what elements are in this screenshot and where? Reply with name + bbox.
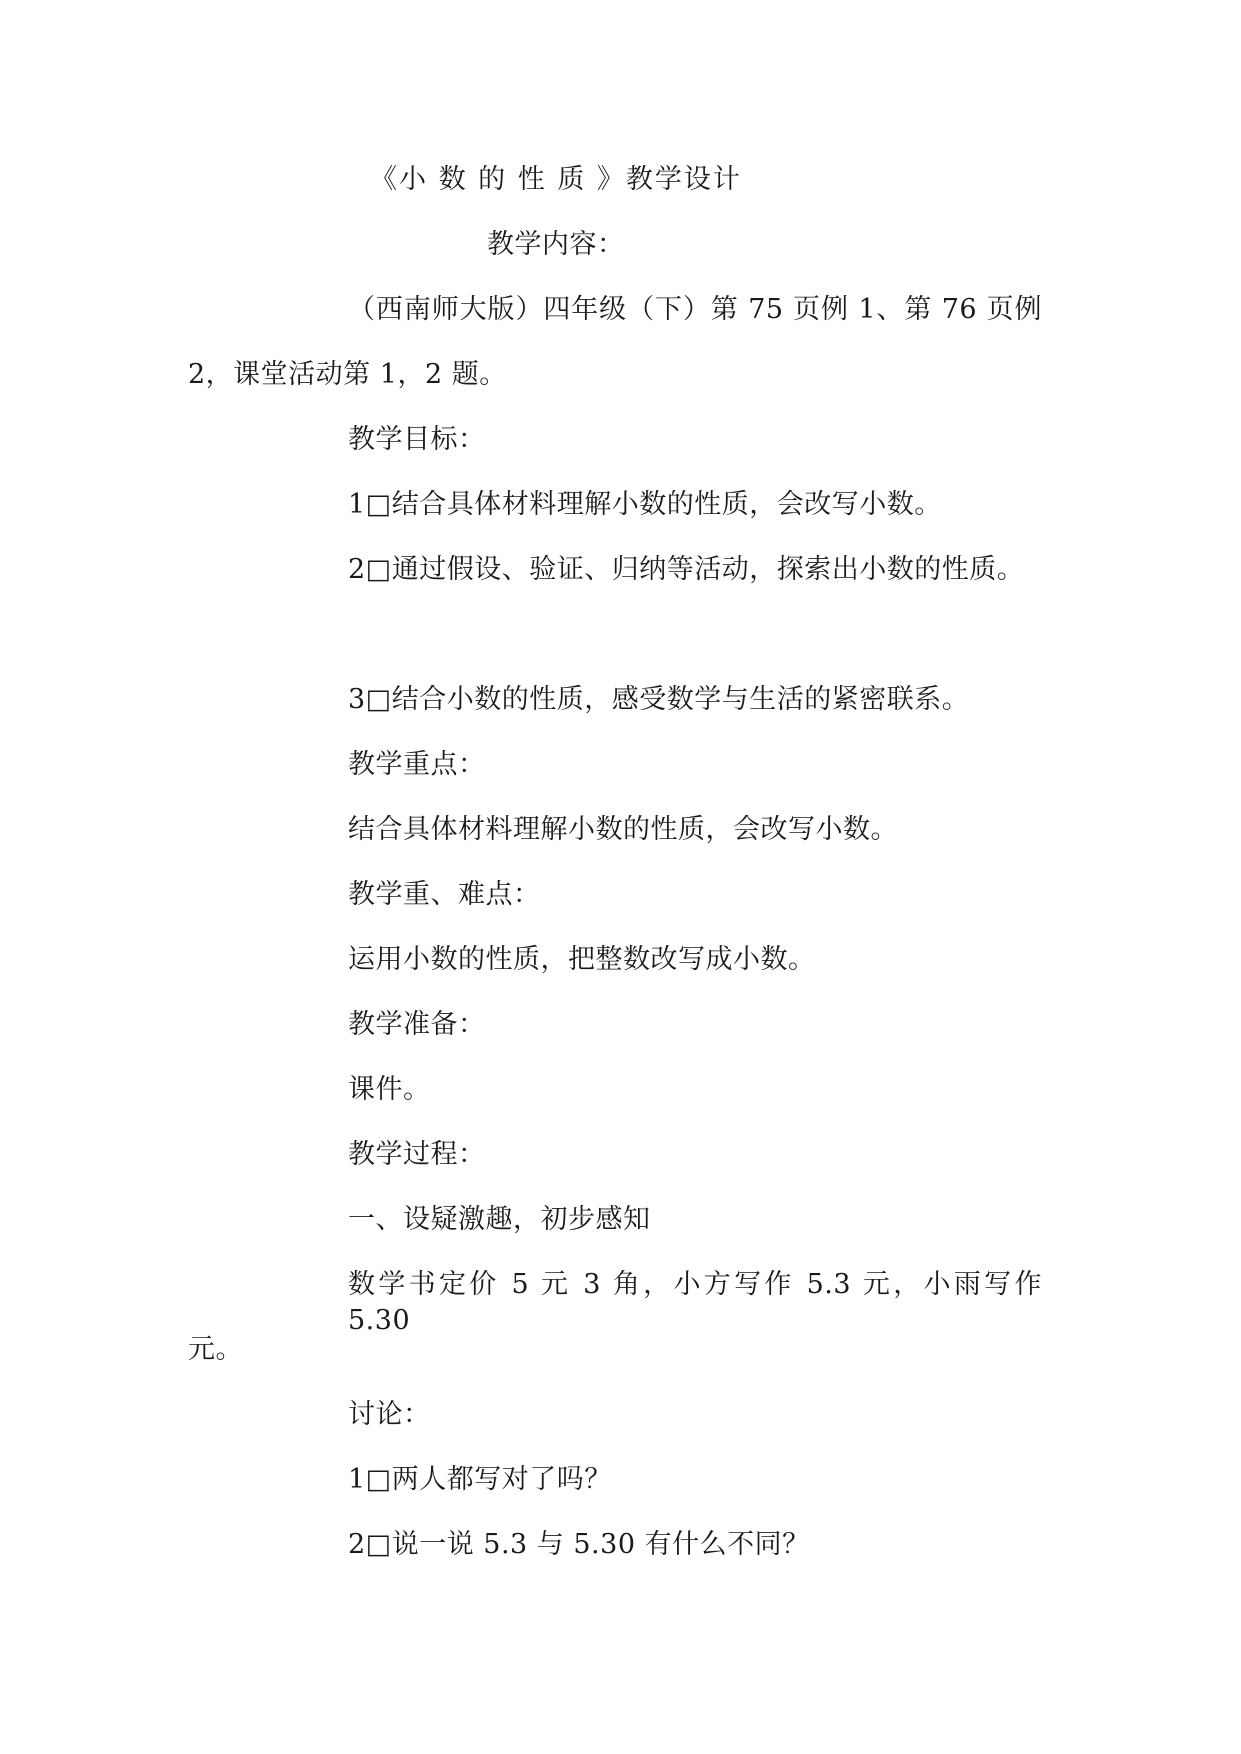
content-heading: 教学内容： [487, 229, 625, 260]
scenario-line-1: 数学书定价 5 元 3 角，小方写作 5.3 元，小雨写作 5.30 [348, 1269, 1042, 1336]
question-1: 1□两人都写对了吗？ [348, 1464, 612, 1495]
content-line-2: 2，课堂活动第 1，2 题。 [188, 359, 507, 390]
objective-1: 1□结合具体材料理解小数的性质，会改写小数。 [348, 489, 942, 520]
scenario-line-2: 元。 [188, 1334, 243, 1365]
objective-2: 2□通过假设、验证、归纳等活动，探索出小数的性质。 [348, 554, 1025, 585]
process-heading: 教学过程： [348, 1139, 486, 1170]
key-point-heading: 教学重点： [348, 749, 486, 780]
preparation-text: 课件。 [348, 1074, 431, 1105]
content-line-1: （西南师大版）四年级（下）第 75 页例 1、第 76 页例 [348, 294, 1042, 325]
document-title: 《小 数 的 性 质 》教学设计 [370, 164, 742, 195]
difficulty-text: 运用小数的性质，把整数改写成小数。 [348, 944, 816, 975]
difficulty-heading: 教学重、难点： [348, 879, 541, 910]
section-1-heading: 一、设疑激趣，初步感知 [348, 1204, 651, 1235]
discussion-heading: 讨论： [348, 1399, 431, 1430]
key-point-text: 结合具体材料理解小数的性质，会改写小数。 [348, 814, 898, 845]
question-2: 2□说一说 5.3 与 5.30 有什么不同？ [348, 1529, 810, 1560]
objective-3: 3□结合小数的性质，感受数学与生活的紧密联系。 [348, 684, 970, 715]
preparation-heading: 教学准备： [348, 1009, 486, 1040]
objectives-heading: 教学目标： [348, 424, 486, 455]
